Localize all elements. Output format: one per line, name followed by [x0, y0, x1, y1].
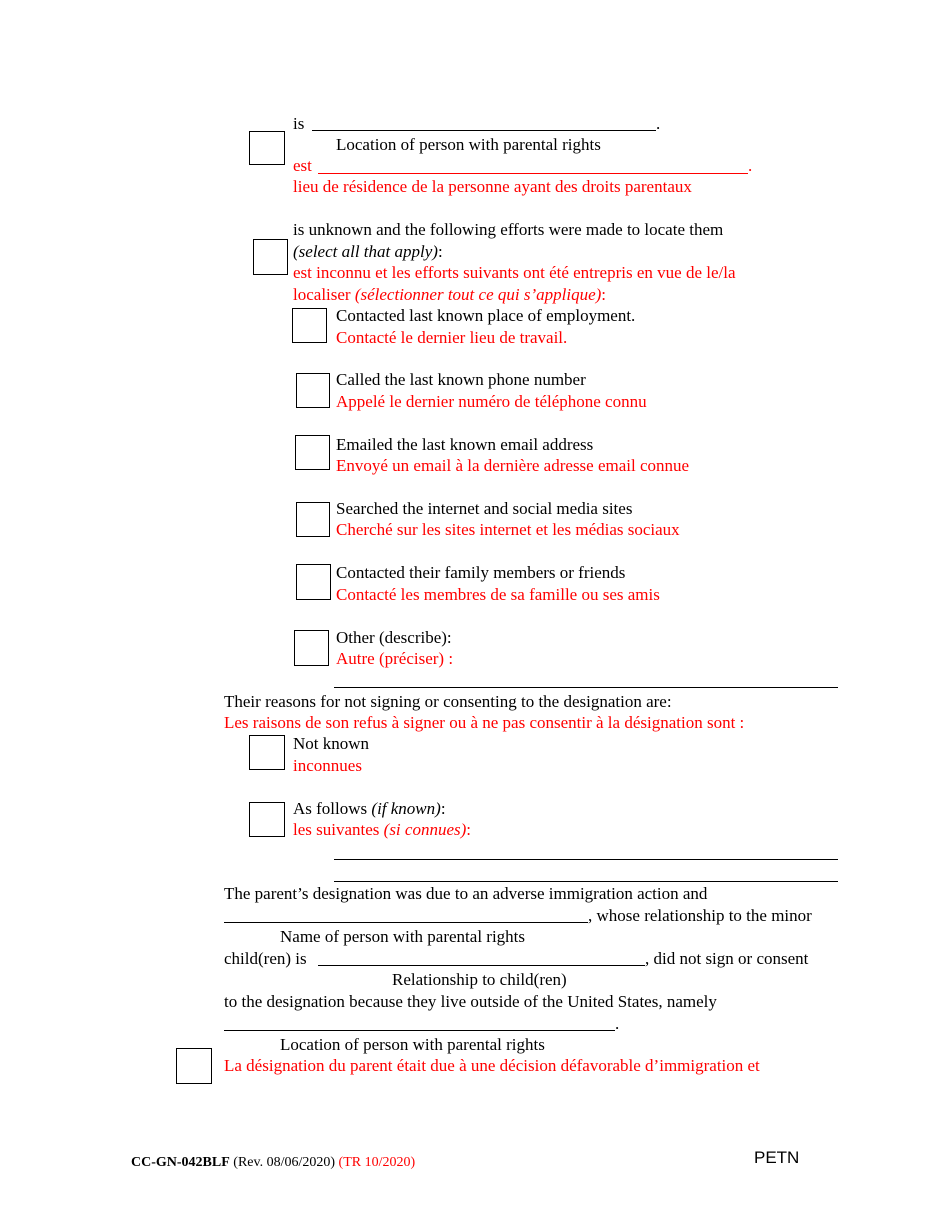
effort-family-label-fr: Contacté les membres de sa famille ou ses amis [336, 585, 660, 604]
immigration-checkbox[interactable] [176, 1048, 212, 1084]
immigration-location-input-line[interactable] [224, 1030, 615, 1031]
effort-other-label: Other (describe): [336, 628, 452, 647]
unknown-line2 [293, 242, 443, 262]
effort-phone-label-fr: Appelé le dernier numéro de téléphone connu [336, 392, 647, 411]
reason-input-line-2[interactable] [334, 881, 838, 882]
immigration-line3-suffix: , did not sign or consent [645, 949, 809, 968]
location-known-checkbox[interactable] [249, 131, 285, 165]
location-fr-caption: lieu de résidence de la personne ayant des droits parentaux [293, 177, 692, 196]
reason-as-follows-checkbox[interactable] [249, 802, 285, 837]
reasons-heading-fr: Les raisons de son refus à signer ou à ne pas consentir à la désignation sont : [224, 713, 745, 732]
period: . [656, 114, 661, 133]
unknown-fr-line2 [293, 285, 606, 305]
as-follows-fr-text: les suivantes [293, 820, 384, 839]
effort-email-label: Emailed the last known email address [336, 435, 594, 454]
unknown-fr-line1: est inconnu et les efforts suivants ont été entrepris en vue de le/la [293, 263, 736, 282]
immigration-caption-relationship: Relationship to child(ren) [392, 970, 567, 989]
effort-email-label-fr: Envoyé un email à la dernière adresse email connue [336, 456, 690, 475]
as-follows-text: As follows [293, 799, 372, 818]
effort-family-checkbox[interactable] [296, 564, 331, 600]
unknown-line2-italic: (select all that apply) [293, 242, 438, 261]
effort-employment-label-fr: Contacté le dernier lieu de travail. [336, 328, 568, 347]
effort-employment-checkbox[interactable] [292, 308, 327, 343]
effort-internet-label-fr: Cherché sur les sites internet et les médias sociaux [336, 520, 680, 539]
as-follows-fr-colon: : [466, 820, 472, 839]
period: . [748, 156, 753, 175]
immigration-line3-prefix: child(ren) is [224, 949, 307, 968]
footer-form-id [131, 1153, 415, 1173]
immigration-line4: to the designation because they live outside of the United States, namely [224, 992, 717, 1011]
effort-other-label-fr: Autre (préciser) : [336, 649, 454, 668]
footer-doc-type: PETN [754, 1148, 800, 1167]
unknown-line1: is unknown and the following efforts were made to locate them [293, 220, 724, 239]
immigration-caption-name: Name of person with parental rights [280, 927, 526, 946]
location-input-line[interactable] [312, 130, 656, 131]
immigration-line1: The parent’s designation was due to an adverse immigration action and [224, 884, 708, 903]
immigration-name-input-line[interactable] [224, 922, 588, 923]
as-follows-italic: (if known) [371, 799, 441, 818]
reasons-heading: Their reasons for not signing or consenting to the designation are: [224, 692, 672, 711]
as-follows-fr-italic: (si connues) [383, 820, 467, 839]
unknown-fr-line2-colon: : [601, 285, 607, 304]
location-fr-prefix: est [293, 156, 312, 175]
immigration-line2-suffix: , whose relationship to the minor [588, 906, 812, 925]
effort-family-label: Contacted their family members or friends [336, 563, 626, 582]
footer-revision: (Rev. 08/06/2020) [233, 1155, 336, 1170]
reason-not-known-label: Not known [293, 734, 370, 753]
effort-internet-checkbox[interactable] [296, 502, 330, 537]
effort-other-input-line[interactable] [334, 687, 838, 688]
as-follows-colon: : [440, 799, 446, 818]
effort-internet-label: Searched the internet and social media sites [336, 499, 633, 518]
footer-translation: (TR 10/2020) [338, 1155, 416, 1170]
unknown-fr-line2-italic: (sélectionner tout ce qui s’applique) [354, 285, 602, 304]
unknown-fr-line2-prefix: localiser [293, 285, 355, 304]
effort-employment-label: Contacted last known place of employment. [336, 306, 636, 325]
effort-email-checkbox[interactable] [295, 435, 330, 470]
reason-not-known-checkbox[interactable] [249, 735, 285, 770]
reason-not-known-label-fr: inconnues [293, 756, 362, 775]
immigration-caption-location: Location of person with parental rights [280, 1035, 545, 1054]
location-is-prefix: is [293, 114, 305, 133]
effort-phone-label: Called the last known phone number [336, 370, 586, 389]
location-unknown-checkbox[interactable] [253, 239, 288, 275]
reason-input-line-1[interactable] [334, 859, 838, 860]
effort-other-checkbox[interactable] [294, 630, 329, 666]
reason-as-follows-label [293, 799, 446, 819]
location-fr-input-line[interactable] [318, 173, 748, 174]
immigration-line5-suffix: . [615, 1014, 620, 1033]
unknown-line2-colon: : [437, 242, 443, 261]
footer-form-code: CC-GN-042BLF [131, 1155, 230, 1170]
immigration-fr-line1: La désignation du parent était due à une décision défavorable d’immigration et [224, 1056, 760, 1075]
location-caption: Location of person with parental rights [336, 135, 601, 154]
effort-phone-checkbox[interactable] [296, 373, 330, 408]
reason-as-follows-label-fr [293, 820, 471, 840]
immigration-relationship-input-line[interactable] [318, 965, 645, 966]
